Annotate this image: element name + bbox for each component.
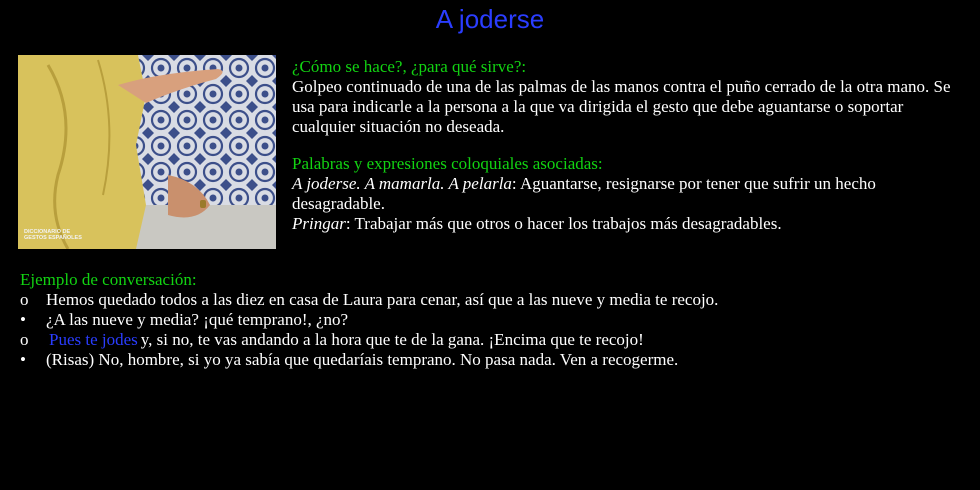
conversation-line: [20, 350, 960, 370]
conversation-line: [20, 310, 960, 330]
gesture-link[interactable]: Pues te jodes: [49, 330, 138, 349]
gesture-photo: [18, 55, 276, 249]
how-heading: ¿Cómo se hace?, ¿para qué sirve?:: [292, 57, 527, 76]
gesture-photo-illustration: [18, 55, 276, 249]
expression-term: A joderse. A mamarla. A pelarla: [292, 174, 512, 193]
line-text: y, si no, te vas andando a la hora que te de la gana. ¡Encima que te recojo!: [140, 330, 644, 349]
expression-term: Pringar: [292, 214, 346, 233]
expression-item: [292, 174, 964, 214]
line-marker: o: [20, 330, 29, 349]
page-title: A joderse: [435, 4, 545, 34]
logo-line-2: GESTOS ESPAÑOLES: [24, 235, 82, 241]
line-text: ¿A las nueve y media? ¡qué temprano!, ¿no?: [46, 310, 349, 329]
expression-definition: : Aguantarse, resignarse por tener que sufrir un hecho desagradable.: [292, 174, 876, 213]
expression-definition: : Trabajar más que otros o hacer los trabajos más desagradables.: [345, 214, 782, 233]
conversation-line: [20, 330, 960, 350]
line-marker: •: [20, 350, 26, 369]
line-marker: o: [20, 290, 29, 309]
line-marker: •: [20, 310, 26, 329]
description-block: [292, 57, 964, 234]
example-heading: Ejemplo de conversación:: [20, 270, 197, 289]
logo-line-1: DICCIONARIO DE: [24, 229, 71, 235]
expression-item: [292, 214, 964, 234]
example-block: [20, 270, 960, 370]
how-text: Golpeo continuado de una de las palmas de las manos contra el puño cerrado de la otra mano. Se usa para indicarle a la persona a la que va dirigida el gesto que debe aguantarse o soportar cualquier situación no deseada.: [292, 77, 951, 136]
line-text: Hemos quedado todos a las diez en casa de Laura para cenar, así que a las nueve y media te recojo.: [46, 290, 719, 309]
conversation-line: [20, 290, 960, 310]
logo-caption: [24, 229, 94, 241]
expressions-heading: Palabras y expresiones coloquiales asociadas:: [292, 154, 603, 173]
line-text: (Risas) No, hombre, si yo ya sabía que quedaríais temprano. No pasa nada. Ven a recogerme.: [46, 350, 679, 369]
